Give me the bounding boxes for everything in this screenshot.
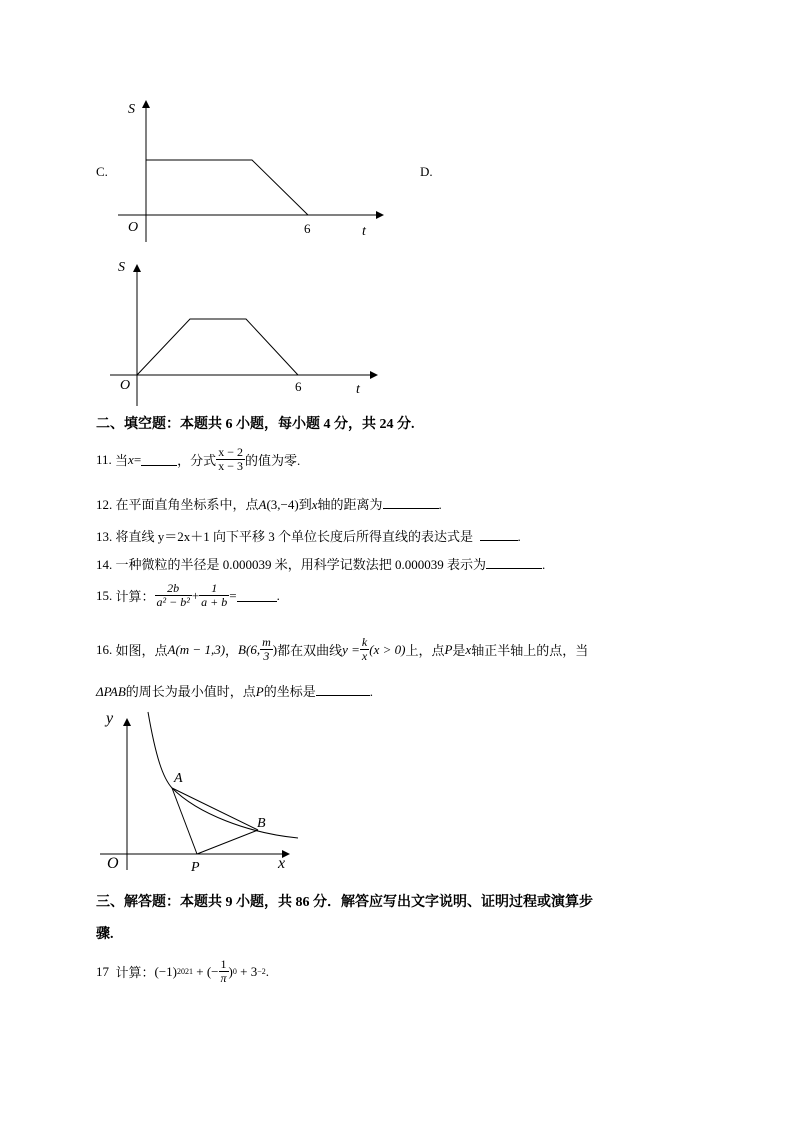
- y-label: y: [106, 710, 114, 727]
- answer-blank[interactable]: [486, 556, 542, 569]
- graph-c: [90, 92, 390, 242]
- answer-blank[interactable]: [237, 589, 277, 602]
- y-axis-label: S: [128, 102, 135, 117]
- question-number: 15.: [96, 587, 113, 603]
- section-3-heading: 三、解答题：本题共 9 小题，共 86 分．解答应写出文字说明、证明过程或演算步: [96, 895, 593, 910]
- answer-blank[interactable]: [480, 528, 518, 541]
- question-12: 12. 在平面直角坐标系中，点A(3,−4)到x轴的距离为 .: [96, 497, 442, 512]
- segment-ab: [172, 788, 258, 830]
- fraction-1-pi: $\frac{1}{\pi}$: [220, 957, 227, 985]
- hyperbola: [148, 712, 298, 838]
- tick-label-6: 6: [295, 379, 302, 394]
- question-13: 13. 将直线 y＝2x＋1 向下平移 3 个单位长度后所得直线的表达式是 .: [96, 529, 521, 544]
- question-11: 11. 当 x = ，分式 $\frac{x - 2}{x - 3}$ 的值为零.: [96, 445, 301, 473]
- answer-blank[interactable]: [383, 496, 439, 509]
- figure-16: [98, 708, 310, 876]
- option-c-label: C.: [96, 164, 108, 179]
- graph-line: [146, 160, 308, 215]
- y-axis-label: S: [118, 260, 125, 275]
- answer-blank[interactable]: [141, 453, 177, 466]
- graph-line: [137, 319, 298, 375]
- question-number: 14.: [96, 557, 113, 572]
- tick-label-6: 6: [304, 221, 311, 236]
- option-d-label: D.: [420, 164, 433, 179]
- origin-label: O: [107, 855, 119, 872]
- question-number: 16.: [96, 641, 113, 657]
- point-a-label: A: [174, 771, 183, 786]
- question-16-line-2: ΔPAB的周长为最小值时，点P的坐标是 .: [96, 684, 374, 699]
- fraction-m-3: $\frac{m}{3}$: [262, 635, 271, 663]
- fraction-1: $\frac{2b}{\text{a² − b²}}$: [156, 581, 190, 609]
- point-b-label: B: [257, 816, 266, 831]
- section-2-heading: 二、填空题：本题共 6 小题，每小题 4 分，共 24 分.: [96, 417, 415, 432]
- question-number: 12.: [96, 497, 113, 512]
- section-3-heading-line-2: 骤.: [96, 927, 114, 942]
- x-axis-label: t: [362, 224, 366, 239]
- fraction-2: $\frac{1}{a + b}$: [201, 581, 228, 609]
- question-16: 16. 如图，点 A(m − 1,3) ， B(6, $\frac{m}{3}$ ) 都在双曲线 y = $\frac{k}{x}$ (x > 0) 上，点 P 是 x 轴正半轴上的点，当: [96, 635, 589, 663]
- question-number: 11.: [96, 451, 112, 467]
- origin-label: O: [128, 220, 139, 235]
- x-axis-label: t: [356, 382, 360, 397]
- fraction-k-x: $\frac{k}{x}$: [361, 635, 368, 663]
- graph-d: [100, 256, 390, 406]
- point-p-label: P: [191, 860, 200, 875]
- segment-pb: [197, 830, 258, 854]
- answer-blank[interactable]: [316, 683, 370, 696]
- x-label: x: [278, 855, 286, 872]
- question-14: 14. 一种微粒的半径是 0.000039 米，用科学记数法把 0.000039 表示为 .: [96, 557, 546, 572]
- fraction: $\frac{x - 2}{x - 3}$: [218, 445, 243, 473]
- origin-label: O: [120, 378, 131, 393]
- question-number: 13.: [96, 529, 113, 544]
- question-15: 15. 计算： $\frac{2b}{\text{a² − b²}}$ + $\frac{1}{a + b}$ = .: [96, 581, 280, 609]
- question-number: 17: [96, 963, 109, 979]
- question-17: 17 计算： (−1) 2021 + (− $\frac{1}{\pi}$ ) 0 + 3 −2 .: [96, 957, 269, 985]
